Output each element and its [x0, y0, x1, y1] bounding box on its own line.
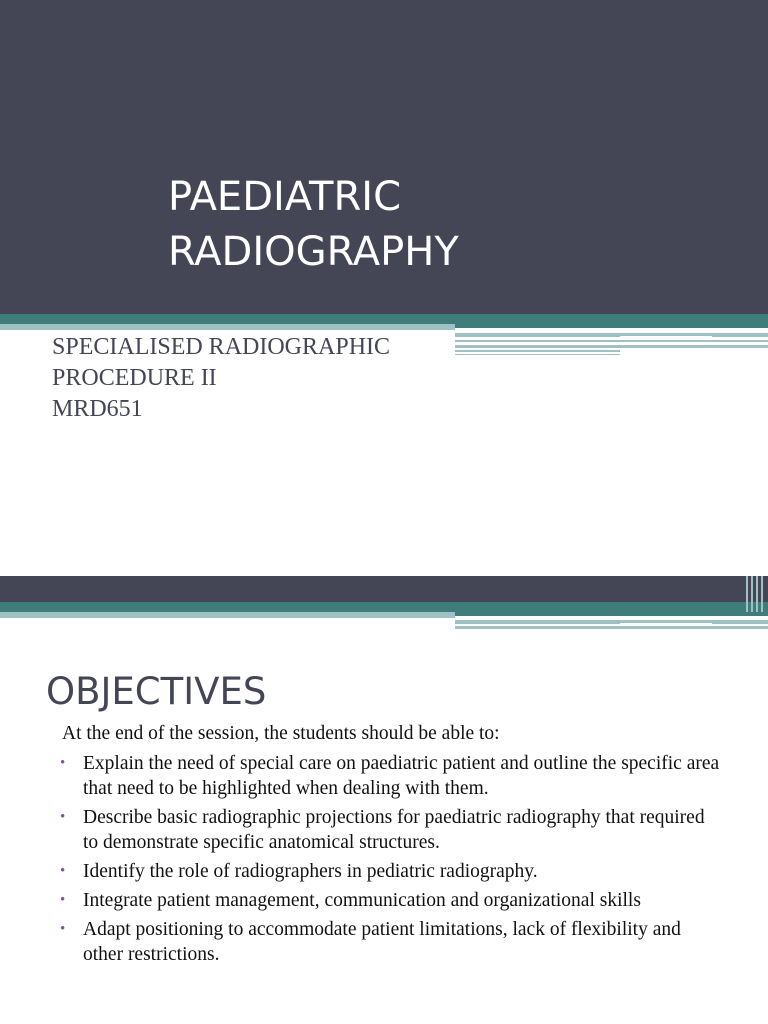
stripe-line-4	[455, 350, 620, 352]
objectives-slide	[0, 576, 768, 1024]
course-code: MRD651	[52, 396, 143, 422]
objective-text: Describe basic radiographic projections for paediatric radiography that required to demonstrate specific anatomical structures.	[83, 807, 705, 853]
subtitle-block	[52, 332, 390, 425]
subtitle-line-1: SPECIALISED RADIOGRAPHIC	[52, 334, 391, 360]
objective-text: Identify the role of radiographers in pediatric radiography.	[83, 861, 538, 882]
vertical-line-4	[761, 576, 763, 612]
list-item	[60, 805, 720, 855]
stripe-white-gap	[620, 336, 712, 339]
objectives-intro: At the end of the session, the students should be able to:	[62, 723, 500, 744]
teal-stripe-right	[455, 324, 768, 328]
list-item	[60, 859, 720, 884]
list-item	[60, 751, 720, 801]
vertical-line-2	[751, 576, 753, 612]
vertical-line-3	[756, 576, 758, 612]
stripe-line-1	[455, 333, 768, 337]
objectives-stripe-right	[455, 612, 768, 616]
list-item	[60, 888, 720, 913]
list-item	[60, 917, 720, 967]
objectives-stripe-line-1	[455, 620, 768, 624]
objectives-title: OBJECTIVES	[46, 670, 267, 713]
objectives-light-stripe	[0, 612, 455, 618]
bullet-icon: •	[60, 921, 66, 937]
teal-stripe	[0, 314, 768, 324]
vertical-line-1	[746, 576, 748, 612]
objective-text: Explain the need of special care on paediatric patient and outline the specific area that need to be highlighted when dealing with them.	[83, 753, 720, 799]
stripe-line-2	[455, 340, 768, 342]
bullet-icon: •	[60, 892, 66, 908]
light-teal-stripe	[0, 324, 455, 330]
stripe-line-3	[455, 345, 768, 348]
bullet-icon: •	[60, 863, 66, 879]
bullet-icon: •	[60, 755, 66, 771]
subtitle-line-2: PROCEDURE II	[52, 365, 217, 391]
objectives-teal-stripe	[0, 602, 768, 612]
bullet-icon: •	[60, 809, 66, 825]
slide-title	[168, 170, 459, 280]
slide-title-line-2: RADIOGRAPHY	[168, 229, 459, 275]
objectives-stripe-white-gap	[620, 623, 712, 626]
stripe-line-5	[455, 354, 620, 355]
objectives-stripe-line-2	[455, 626, 768, 629]
objectives-header-band	[0, 576, 768, 602]
objectives-list	[60, 751, 720, 971]
slide-title-line-1: PAEDIATRIC	[168, 174, 402, 220]
objective-text: Adapt positioning to accommodate patient limitations, lack of flexibility and other restrictions.	[83, 919, 681, 965]
objective-text: Integrate patient management, communication and organizational skills	[83, 890, 641, 911]
